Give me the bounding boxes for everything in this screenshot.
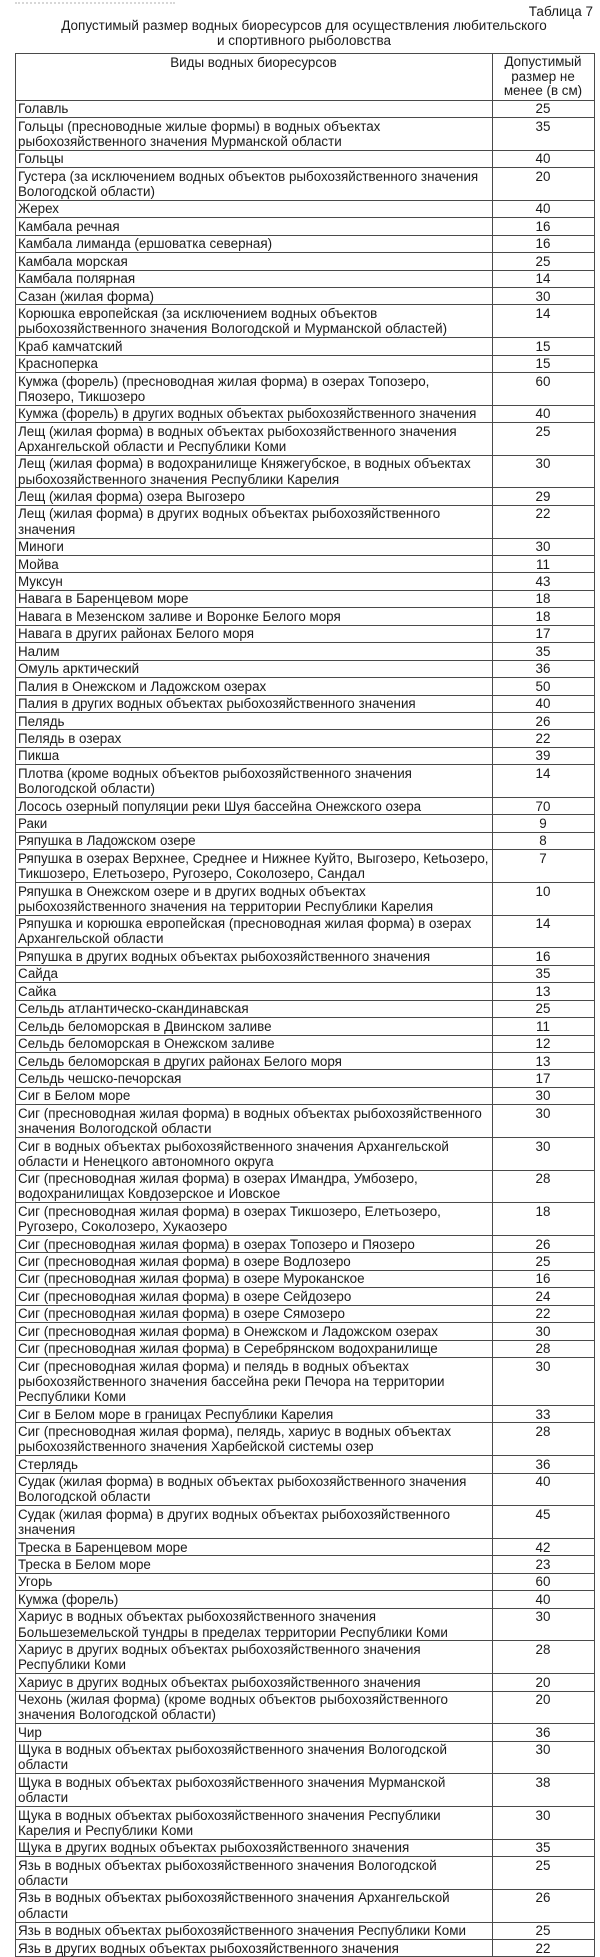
table-row	[16, 372, 595, 405]
table-row	[16, 538, 595, 555]
species-name-cell: Жерех	[16, 200, 493, 217]
min-size-cell: 26	[493, 1236, 595, 1253]
species-name-cell: Ряпушка в других водных объектах рыбохозяйственного значения	[16, 948, 493, 965]
table-row	[16, 695, 595, 712]
min-size-cell: 20	[493, 1691, 595, 1724]
table-row	[16, 405, 595, 422]
column-header-min-size: Допустимый размер не менее (в см)	[493, 54, 595, 101]
species-name-cell: Стерлядь	[16, 1456, 493, 1473]
table-row	[16, 1573, 595, 1590]
table-row	[16, 1070, 595, 1087]
min-size-cell: 11	[493, 1018, 595, 1035]
table-row	[16, 1741, 595, 1774]
table-row	[16, 1406, 595, 1423]
min-size-cell: 40	[493, 1591, 595, 1608]
species-name-cell: Угорь	[16, 1573, 493, 1590]
min-size-cell: 16	[493, 948, 595, 965]
species-name-cell: Раки	[16, 815, 493, 832]
min-size-cell: 40	[493, 150, 595, 167]
table-row	[16, 712, 595, 729]
species-name-cell: Язь в водных объектах рыбохозяйственного значения Вологодской области	[16, 1857, 493, 1890]
min-size-cell: 16	[493, 235, 595, 252]
table-row	[16, 1170, 595, 1203]
species-name-cell: Сиг (пресноводная жилая форма) в озерах Имандра, Умбозеро, водохранилищах Ковдозерское и Иовское	[16, 1170, 493, 1203]
min-size-cell: 50	[493, 678, 595, 695]
table-row	[16, 850, 595, 883]
min-size-cell: 25	[493, 1000, 595, 1017]
species-name-cell: Налим	[16, 643, 493, 660]
species-name-cell: Гольцы	[16, 150, 493, 167]
min-size-cell: 14	[493, 270, 595, 287]
species-name-cell: Сиг (пресноводная жилая форма), пелядь, хариус в водных объектах рыбохозяйственного значения Харбейской системы озер	[16, 1423, 493, 1456]
table-number-label: Таблица 7	[528, 4, 593, 19]
species-name-cell: Ряпушка и корюшка европейская (пресноводная жилая форма) в озерах Архангельской области	[16, 915, 493, 948]
table-row	[16, 200, 595, 217]
min-size-cell: 26	[493, 1889, 595, 1922]
min-size-cell: 40	[493, 695, 595, 712]
table-row	[16, 1288, 595, 1305]
min-size-cell: 60	[493, 372, 595, 405]
table-title	[15, 18, 593, 48]
species-name-cell: Ряпушка в озерах Верхнее, Среднее и Нижнее Куйто, Выгозеро, Кеtьозеро, Тикшозеро, Елетьозеро, Ругозеро, Соколозеро, Сандал	[16, 850, 493, 883]
species-name-cell: Сиг в Белом море	[16, 1087, 493, 1104]
min-size-cell: 40	[493, 405, 595, 422]
table-row	[16, 608, 595, 625]
species-name-cell: Сиг в Белом море в границах Республики Карелия	[16, 1406, 493, 1423]
species-name-cell: Судак (жилая форма) в других водных объектах рыбохозяйственного значения	[16, 1506, 493, 1539]
min-size-cell: 36	[493, 1456, 595, 1473]
table-row	[16, 765, 595, 798]
table-row	[16, 747, 595, 764]
table-row	[16, 488, 595, 505]
min-size-cell: 39	[493, 747, 595, 764]
species-name-cell: Сайка	[16, 983, 493, 1000]
table-row	[16, 355, 595, 372]
table-row	[16, 253, 595, 270]
min-size-cell: 30	[493, 1741, 595, 1774]
species-name-cell: Сельдь беломорская в других районах Белого моря	[16, 1052, 493, 1069]
min-size-cell: 23	[493, 1556, 595, 1573]
min-size-cell: 24	[493, 1288, 595, 1305]
species-name-cell: Кумжа (форель) (пресноводная жилая форма) в озерах Топозеро, Пяозеро, Тикшозеро	[16, 372, 493, 405]
min-size-cell: 20	[493, 168, 595, 201]
table-row	[16, 338, 595, 355]
table-row	[16, 1270, 595, 1287]
species-name-cell: Хариус в водных объектах рыбохозяйственного значения Большеземельской тундры в пределах территории Республики Коми	[16, 1608, 493, 1641]
species-name-cell: Лосось озерный популяции реки Шуя бассейна Онежского озера	[16, 797, 493, 814]
species-name-cell: Голавль	[16, 100, 493, 117]
table-body	[16, 100, 595, 1957]
min-size-cell: 13	[493, 1052, 595, 1069]
species-name-cell: Сиг в водных объектах рыбохозяйственного значения Архангельской области и Ненецкого автономного округа	[16, 1137, 493, 1170]
species-name-cell: Сайда	[16, 965, 493, 982]
table-row	[16, 678, 595, 695]
table-header-row	[16, 54, 595, 101]
species-name-cell: Навага в других районах Белого моря	[16, 625, 493, 642]
table-row	[16, 1889, 595, 1922]
species-name-cell: Язь в других водных объектах рыбохозяйственного значения	[16, 1939, 493, 1956]
species-name-cell: Щука в водных объектах рыбохозяйственного значения Вологодской области	[16, 1741, 493, 1774]
species-name-cell: Омуль арктический	[16, 660, 493, 677]
species-name-cell: Палия в Онежском и Ладожском озерах	[16, 678, 493, 695]
species-name-cell: Сельдь беломорская в Онежском заливе	[16, 1035, 493, 1052]
species-name-cell: Сельдь атлантическо-скандинавская	[16, 1000, 493, 1017]
min-size-cell: 28	[493, 1340, 595, 1357]
table-row	[16, 1608, 595, 1641]
table-row	[16, 1538, 595, 1555]
min-size-cell: 28	[493, 1423, 595, 1456]
min-size-cell: 42	[493, 1538, 595, 1555]
table-row	[16, 1506, 595, 1539]
table-row	[16, 1253, 595, 1270]
species-name-cell: Краб камчатский	[16, 338, 493, 355]
min-size-cell: 30	[493, 1087, 595, 1104]
min-size-cell: 8	[493, 832, 595, 849]
species-name-cell: Камбала морская	[16, 253, 493, 270]
table-row	[16, 117, 595, 150]
species-name-cell: Кумжа (форель)	[16, 1591, 493, 1608]
species-name-cell: Треска в Белом море	[16, 1556, 493, 1573]
table-row	[16, 455, 595, 488]
table-row	[16, 1724, 595, 1741]
min-size-cell: 28	[493, 1641, 595, 1674]
table-row	[16, 1922, 595, 1939]
species-name-cell: Кумжа (форель) в других водных объектах рыбохозяйственного значения	[16, 405, 493, 422]
min-size-cell: 14	[493, 305, 595, 338]
min-size-cell: 26	[493, 712, 595, 729]
min-size-cell: 25	[493, 100, 595, 117]
table-row	[16, 168, 595, 201]
species-name-cell: Навага в Мезенском заливе и Воронке Белого моря	[16, 608, 493, 625]
species-name-cell: Сиг (пресноводная жилая форма) в озере Сейдозеро	[16, 1288, 493, 1305]
table-row	[16, 1774, 595, 1807]
table-row	[16, 643, 595, 660]
table-row	[16, 305, 595, 338]
min-size-cell: 33	[493, 1406, 595, 1423]
min-size-cell: 25	[493, 1922, 595, 1939]
species-name-cell: Плотва (кроме водных объектов рыбохозяйственного значения Вологодской области)	[16, 765, 493, 798]
min-size-cell: 35	[493, 965, 595, 982]
min-size-cell: 36	[493, 1724, 595, 1741]
column-header-species: Виды водных биоресурсов	[16, 54, 493, 101]
min-size-cell: 30	[493, 1323, 595, 1340]
species-name-cell: Сиг (пресноводная жилая форма) в Серебрянском водохранилище	[16, 1340, 493, 1357]
min-size-cell: 40	[493, 200, 595, 217]
table-row	[16, 832, 595, 849]
table-row	[16, 270, 595, 287]
table-row	[16, 625, 595, 642]
min-size-cell: 13	[493, 983, 595, 1000]
table-row	[16, 505, 595, 538]
min-size-cell: 17	[493, 625, 595, 642]
min-size-cell: 30	[493, 1807, 595, 1840]
species-name-cell: Сиг (пресноводная жилая форма) в озере Муроканское	[16, 1270, 493, 1287]
table-row	[16, 1591, 595, 1608]
table-row	[16, 797, 595, 814]
table-row	[16, 218, 595, 235]
table-row	[16, 1137, 595, 1170]
species-name-cell: Сиг (пресноводная жилая форма) и пелядь в водных объектах рыбохозяйственного значения бассейна реки Печора на территории Республики Коми	[16, 1358, 493, 1406]
min-size-cell: 14	[493, 915, 595, 948]
min-size-cell: 25	[493, 1857, 595, 1890]
min-size-cell: 30	[493, 455, 595, 488]
table-row	[16, 1236, 595, 1253]
species-name-cell: Лещ (жилая форма) озера Выгозеро	[16, 488, 493, 505]
species-name-cell: Сельдь беломорская в Двинском заливе	[16, 1018, 493, 1035]
min-size-cell: 15	[493, 338, 595, 355]
min-size-cell: 35	[493, 643, 595, 660]
table-row	[16, 1305, 595, 1322]
table-row	[16, 1807, 595, 1840]
table-title-line-2: и спортивного рыболовства	[217, 33, 391, 48]
table-row	[16, 1423, 595, 1456]
table-row	[16, 965, 595, 982]
species-name-cell: Щука в других водных объектах рыбохозяйственного значения	[16, 1839, 493, 1856]
allowed-size-table	[15, 53, 595, 1957]
table-row	[16, 660, 595, 677]
species-name-cell: Чир	[16, 1724, 493, 1741]
min-size-cell: 30	[493, 1105, 595, 1138]
species-name-cell: Язь в водных объектах рыбохозяйственного значения Архангельской области	[16, 1889, 493, 1922]
species-name-cell: Сазан (жилая форма)	[16, 287, 493, 304]
min-size-cell: 22	[493, 505, 595, 538]
table-row	[16, 1857, 595, 1890]
species-name-cell: Ряпушка в Онежском озере и в других водных объектах рыбохозяйственного значения на территории Республики Карелия	[16, 882, 493, 915]
species-name-cell: Сиг (пресноводная жилая форма) в озере Сямозеро	[16, 1305, 493, 1322]
table-row	[16, 815, 595, 832]
species-name-cell: Щука в водных объектах рыбохозяйственного значения Мурманской области	[16, 1774, 493, 1807]
min-size-cell: 35	[493, 117, 595, 150]
table-row	[16, 730, 595, 747]
table-row	[16, 1641, 595, 1674]
table-row	[16, 590, 595, 607]
min-size-cell: 30	[493, 538, 595, 555]
species-name-cell: Треска в Баренцевом море	[16, 1538, 493, 1555]
table-row	[16, 100, 595, 117]
min-size-cell: 30	[493, 1358, 595, 1406]
species-name-cell: Сельдь чешско-печорская	[16, 1070, 493, 1087]
min-size-cell: 20	[493, 1674, 595, 1691]
table-row	[16, 1052, 595, 1069]
species-name-cell: Камбала речная	[16, 218, 493, 235]
min-size-cell: 35	[493, 1839, 595, 1856]
min-size-cell: 11	[493, 556, 595, 573]
table-row	[16, 423, 595, 456]
table-row	[16, 287, 595, 304]
min-size-cell: 22	[493, 730, 595, 747]
species-name-cell: Лещ (жилая форма) в водных объектах рыбохозяйственного значения Архангельской области и Республики Коми	[16, 423, 493, 456]
table-row	[16, 882, 595, 915]
min-size-cell: 25	[493, 1253, 595, 1270]
table-row	[16, 1691, 595, 1724]
min-size-cell: 18	[493, 590, 595, 607]
min-size-cell: 16	[493, 1270, 595, 1287]
species-name-cell: Сиг (пресноводная жилая форма) в водных объектах рыбохозяйственного значения Вологодской области	[16, 1105, 493, 1138]
table-row	[16, 983, 595, 1000]
species-name-cell: Мойва	[16, 556, 493, 573]
min-size-cell: 38	[493, 1774, 595, 1807]
table-row	[16, 1839, 595, 1856]
min-size-cell: 12	[493, 1035, 595, 1052]
min-size-cell: 30	[493, 1137, 595, 1170]
min-size-cell: 18	[493, 1203, 595, 1236]
min-size-cell: 7	[493, 850, 595, 883]
min-size-cell: 10	[493, 882, 595, 915]
species-name-cell: Хариус в других водных объектах рыбохозяйственного значения	[16, 1674, 493, 1691]
table-row	[16, 1456, 595, 1473]
species-name-cell: Язь в водных объектах рыбохозяйственного значения Республики Коми	[16, 1922, 493, 1939]
table-row	[16, 1035, 595, 1052]
table-row	[16, 150, 595, 167]
table-row	[16, 1358, 595, 1406]
species-name-cell: Сиг (пресноводная жилая форма) в озере Водлозеро	[16, 1253, 493, 1270]
table-row	[16, 1323, 595, 1340]
min-size-cell: 70	[493, 797, 595, 814]
table-row	[16, 1674, 595, 1691]
min-size-cell: 36	[493, 660, 595, 677]
table-row	[16, 1203, 595, 1236]
min-size-cell: 43	[493, 573, 595, 590]
species-name-cell: Щука в водных объектах рыбохозяйственного значения Республики Карелия и Республики Коми	[16, 1807, 493, 1840]
min-size-cell: 40	[493, 1473, 595, 1506]
species-name-cell: Чехонь (жилая форма) (кроме водных объектов рыбохозяйственного значения Вологодской области)	[16, 1691, 493, 1724]
species-name-cell: Лещ (жилая форма) в других водных объектах рыбохозяйственного значения	[16, 505, 493, 538]
species-name-cell: Красноперка	[16, 355, 493, 372]
species-name-cell: Гольцы (пресноводные жилые формы) в водных объектах рыбохозяйственного значения Мурманской области	[16, 117, 493, 150]
table-row	[16, 1087, 595, 1104]
table-row	[16, 1000, 595, 1017]
species-name-cell: Муксун	[16, 573, 493, 590]
species-name-cell: Камбала полярная	[16, 270, 493, 287]
table-row	[16, 235, 595, 252]
table-row	[16, 1105, 595, 1138]
min-size-cell: 9	[493, 815, 595, 832]
table-row	[16, 948, 595, 965]
min-size-cell: 25	[493, 253, 595, 270]
table-row	[16, 573, 595, 590]
species-name-cell: Сиг (пресноводная жилая форма) в озерах Тикшозеро, Елетьозеро, Ругозеро, Соколозеро, Хукаозеро	[16, 1203, 493, 1236]
min-size-cell: 22	[493, 1305, 595, 1322]
species-name-cell: Густера (за исключением водных объектов рыбохозяйственного значения Вологодской области)	[16, 168, 493, 201]
table-row	[16, 556, 595, 573]
species-name-cell: Хариус в других водных объектах рыбохозяйственного значения Республики Коми	[16, 1641, 493, 1674]
min-size-cell: 28	[493, 1170, 595, 1203]
species-name-cell: Сиг (пресноводная жилая форма) в озерах Топозеро и Пяозеро	[16, 1236, 493, 1253]
min-size-cell: 30	[493, 1608, 595, 1641]
species-name-cell: Ряпушка в Ладожском озере	[16, 832, 493, 849]
species-name-cell: Корюшка европейская (за исключением водных объектов рыбохозяйственного значения Вологодской и Мурманской областей)	[16, 305, 493, 338]
table-row	[16, 915, 595, 948]
min-size-cell: 60	[493, 1573, 595, 1590]
table-row	[16, 1340, 595, 1357]
species-name-cell: Навага в Баренцевом море	[16, 590, 493, 607]
species-name-cell: Пелядь в озерах	[16, 730, 493, 747]
species-name-cell: Сиг (пресноводная жилая форма) в Онежском и Ладожском озерах	[16, 1323, 493, 1340]
cut-off-text-line	[15, 0, 175, 4]
min-size-cell: 15	[493, 355, 595, 372]
min-size-cell: 17	[493, 1070, 595, 1087]
species-name-cell: Миноги	[16, 538, 493, 555]
table-title-line-1: Допустимый размер водных биоресурсов для осуществления любительского	[61, 18, 547, 33]
min-size-cell: 29	[493, 488, 595, 505]
min-size-cell: 30	[493, 287, 595, 304]
species-name-cell: Пикша	[16, 747, 493, 764]
table-row	[16, 1473, 595, 1506]
species-name-cell: Палия в других водных объектах рыбохозяйственного значения	[16, 695, 493, 712]
min-size-cell: 22	[493, 1939, 595, 1956]
species-name-cell: Лещ (жилая форма) в водохранилище Княжегубское, в водных объектах рыбохозяйственного значения Республики Карелия	[16, 455, 493, 488]
min-size-cell: 14	[493, 765, 595, 798]
species-name-cell: Пелядь	[16, 712, 493, 729]
species-name-cell: Судак (жилая форма) в водных объектах рыбохозяйственного значения Вологодской области	[16, 1473, 493, 1506]
min-size-cell: 45	[493, 1506, 595, 1539]
table-row	[16, 1939, 595, 1956]
min-size-cell: 16	[493, 218, 595, 235]
min-size-cell: 25	[493, 423, 595, 456]
min-size-cell: 18	[493, 608, 595, 625]
table-row	[16, 1556, 595, 1573]
table-row	[16, 1018, 595, 1035]
species-name-cell: Камбала лиманда (ершоватка северная)	[16, 235, 493, 252]
